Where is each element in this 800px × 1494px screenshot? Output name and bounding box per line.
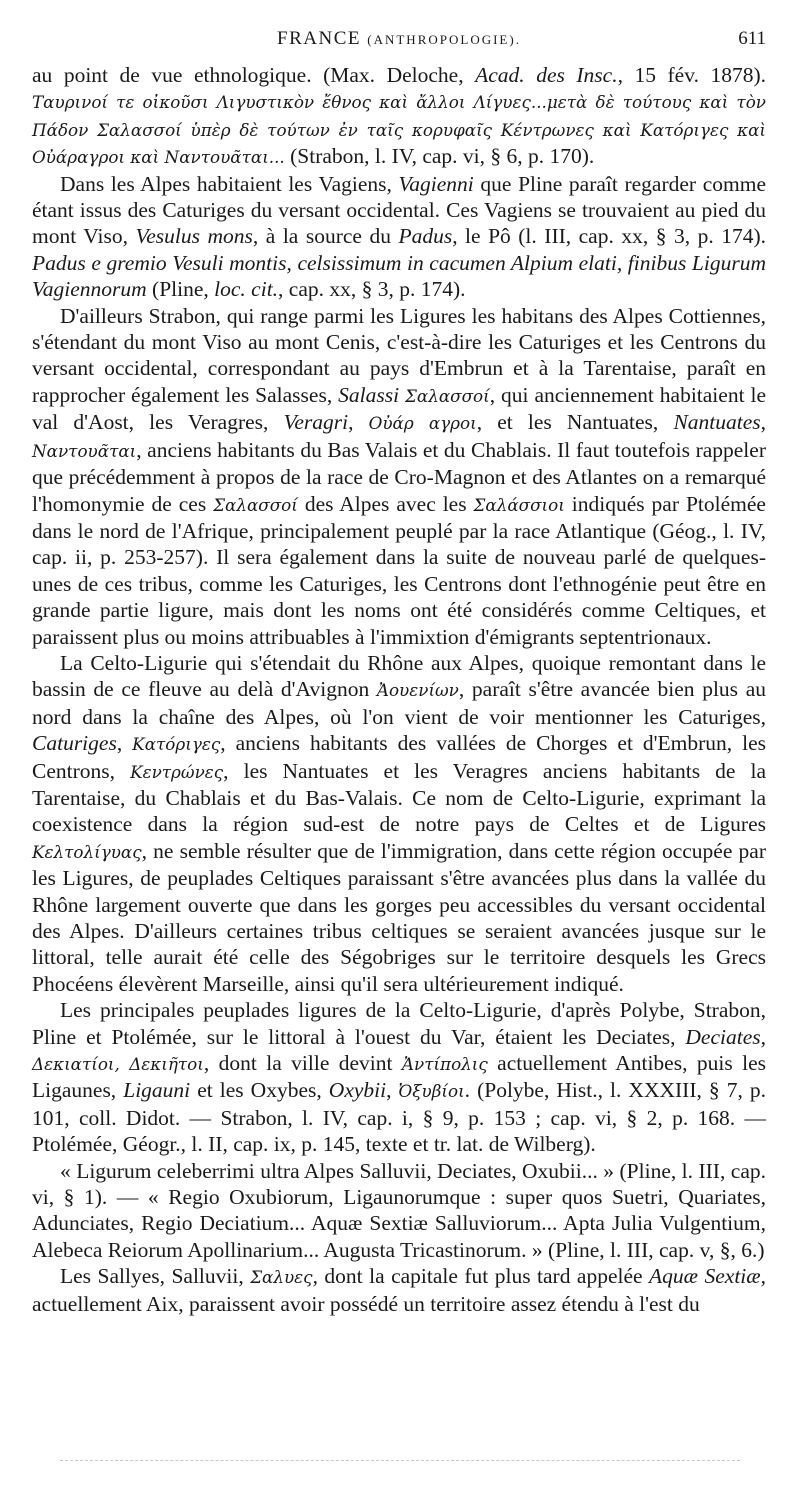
running-header: [32, 28, 766, 52]
text-run: , les Nantuates et les Veragres anciens habitants de la Tarentaise, du Chablais et du Bas-Valais. Ce nom de Celto-Ligurie, exprimant la coexistence dans la région sud-est de notre pays de Celtes et de Ligures: [32, 758, 766, 837]
paragraph-p4: [32, 650, 766, 997]
text-run: , ne semble résulter que de l'immigration, dans cette région occupée par les Ligures, de peuplades Celtiques paraissant s'être avancées plus dans la vallée du Rhône largement ouverte que dans les gorges peu accessibles du versant occidental des Alpes. D'ailleurs certaines tribus celtiques se seraient avancées jusque sur le littoral, telle aurait été celle des Ségobriges sur le territoire desquels les Grecs Phocéens élevèrent Marseille, ainsi qu'il sera ultérieurement indiqué.: [32, 838, 766, 996]
greek-quotation: Ὀξυβίοι: [398, 1081, 465, 1102]
text-run: ,: [760, 1024, 766, 1049]
italic-term: Salassi: [338, 382, 400, 407]
text-run: D'ailleurs Strabon, qui range parmi les Ligures les habitans des Alpes Cottiennes, s'étendant du mont Viso au mont Cenis, c'est-à-dire les Caturiges et les Centrons du versant occidental, correspondant au pays d'Embrun et à la Tarentaise, paraît en rapprocher également les Salasses,: [32, 303, 766, 407]
text-run: , dont la capitale fut plus tard appelée: [312, 1264, 650, 1289]
greek-quotation: Σαλασσοί: [405, 385, 490, 406]
greek-quotation: Σαλυες: [250, 1267, 313, 1288]
text-run: et les Oxybes,: [190, 1078, 329, 1103]
paragraph-p2: [32, 171, 766, 303]
greek-quotation: Ἀουενίων: [376, 680, 459, 701]
paragraph-p6: [32, 1158, 766, 1264]
text-run: (Pline,: [146, 277, 215, 302]
italic-term: Oxybii: [328, 1078, 387, 1103]
text-run: actuellement Antibes, puis les Ligaunes,: [32, 1051, 766, 1103]
text-run: , le Pô (l. III, cap. xx, § 3, p. 174).: [452, 224, 766, 249]
text-run: , paraît s'être avancée bien plus au nord dans la chaîne des Alpes, où l'on vient de voir mentionner les Caturiges,: [32, 677, 766, 729]
greek-quotation: Σαλασσοί: [213, 494, 298, 515]
italic-term: Ligauni: [123, 1078, 191, 1103]
text-run: ,: [348, 410, 369, 435]
greek-quotation: Κελτολίγυας: [32, 841, 142, 862]
greek-quotation: Ναντουᾶται: [32, 440, 137, 461]
greek-quotation: Οὐάρ αγροι: [368, 413, 477, 434]
text-run: , à la source du: [252, 224, 399, 249]
italic-term: Acad. des Insc.: [475, 63, 618, 87]
text-run: au point de vue ethnologique. (Max. Deloche,: [32, 63, 476, 87]
text-run: des Alpes avec les: [297, 491, 474, 516]
greek-quotation: Δεκιατίοι, Δεκιῆτοι: [32, 1054, 204, 1075]
italic-term: Veragri: [283, 410, 349, 435]
text-run: ,: [386, 1078, 399, 1103]
greek-quotation: Ταυρινοί τε οἰκοῦσι Λιγυστικὸν ἔθνος καὶ ἄλλοι Λίγυες...μετὰ δὲ τούτους καὶ τὸν Πάδον Σαλασσοί ὑπὲρ δὲ τούτων ἐν ταῖς κορυφαῖς Κέντρωνες καὶ Κατόριγες καὶ Οὐάραγροι καὶ Ναντουᾶται...: [32, 92, 766, 168]
running-title-section: (ANTHROPOLOGIE).: [367, 32, 521, 47]
text-run: , 15 fév. 1878).: [617, 63, 767, 87]
text-run: , et les Nantuates,: [476, 410, 674, 435]
greek-quotation: Σαλάσσιοι: [473, 494, 565, 515]
italic-term: Caturiges: [32, 731, 117, 756]
italic-term: Padus e gremio Vesuli montis, celsissimum in cacumen Alpium elati, finibus Ligurum Vagiennorum: [32, 250, 766, 302]
text-run: indiqués par Ptolémée dans le nord de l'Afrique, principalement peuplé par la race Atlantique (Géog., l. IV, cap. ii, p. 253-257). Il sera également dans la suite de nouveau parlé de quelques-unes de ces tribus, comme les Caturiges, les Centrons dont l'ethnogénie peut être en grande partie ligure, mais dont les noms ont été considérés comme Celtiques, et paraissent plus ou moins attribuables à l'immixtion d'émigrants septentrionaux.: [32, 491, 766, 649]
running-title-country: FRANCE: [277, 28, 362, 49]
text-run: Les principales peuplades ligures de la Celto-Ligurie, d'après Polybe, Strabon, Pline et Ptolémée, sur le littoral à l'ouest du Var, étaient les Deciates,: [32, 998, 766, 1049]
text-run: Dans les Alpes habitaient les Vagiens,: [60, 171, 399, 196]
running-title: [32, 28, 766, 50]
text-run: , cap. xx, § 3, p. 174).: [278, 277, 466, 302]
paragraph-p5: [32, 997, 766, 1157]
text-run: ,: [760, 410, 767, 435]
greek-quotation: Κατόριγες: [132, 734, 221, 755]
text-run: , dont la ville devint: [203, 1051, 402, 1076]
body-text: [32, 62, 766, 1317]
text-run: La Celto-Ligurie qui s'étendait du Rhône aux Alpes, quoique remontant dans le bassin de ce fleuve au delà d'Avignon: [32, 650, 766, 702]
italic-term: Padus: [398, 224, 453, 249]
text-run: , anciens habitants du Bas Valais et du Chablais. Il faut toutefois rappeler que précédemment à propos de la race de Cro-Magnon et des Atlantes on a remarqué l'homonymie de ces: [32, 437, 766, 516]
text-run: , actuellement Aix, paraissent avoir possédé un territoire assez étendu à l'est du: [32, 1264, 766, 1316]
text-run: ,: [116, 731, 133, 756]
italic-term: loc. cit.: [214, 277, 279, 302]
text-run: Les Sallyes, Salluvii,: [60, 1264, 251, 1289]
paragraph-p1: [32, 62, 766, 171]
paragraph-p7: [32, 1263, 766, 1317]
italic-term: Vesulus mons: [135, 224, 253, 249]
text-run: . (Polybe, Hist., l. XXXIII, § 7, p. 101, coll. Didot. — Strabon, l. IV, cap. i, § 9, p. 153 ; cap. vi, § 2, p. 168. — Ptolémée, Géogr., l. II, cap. ix, p. 145, texte et tr. lat. de Wilberg).: [32, 1078, 766, 1157]
greek-quotation: Κεντρώνες: [130, 761, 224, 782]
text-run: , qui anciennement habitaient le val d'Aost, les Veragres,: [32, 382, 767, 435]
text-run: (Strabon, l. IV, cap. vi, § 6, p. 170).: [284, 144, 595, 169]
italic-term: Vagienni: [398, 171, 474, 196]
text-run: « Ligurum celeberrimi ultra Alpes Salluvii, Deciates, Oxubii... » (Pline, l. III, cap. vi, § 1). — « Regio Oxubiorum, Ligaunorumque : super quos Suetri, Quariates, Adunciates, Regio Deciatium... Aquæ Sextiæ Salluviorum... Apta Julia Vulgentium, Alebeca Reiorum Apollinarium... Augusta Tricastinorum. » (Pline, l. III, cap. v, §, 6.): [32, 1158, 766, 1262]
text-run: , anciens habitants des vallées de Chorges et d'Embrun, les Centrons,: [32, 731, 766, 783]
greek-quotation: Ἀντίπολις: [401, 1054, 488, 1075]
text-run: que Pline paraît regarder comme étant issus des Caturiges du versant occidental. Ces Vagiens se trouvaient au pied du mont Viso,: [32, 171, 766, 249]
paragraph-p3: [32, 303, 766, 650]
italic-term: Deciates: [685, 1024, 761, 1049]
italic-term: Aquæ Sextiæ: [649, 1264, 761, 1289]
page-number: 611: [738, 28, 766, 49]
footer-rule: [60, 1460, 740, 1461]
italic-term: Nantuates: [673, 410, 761, 435]
